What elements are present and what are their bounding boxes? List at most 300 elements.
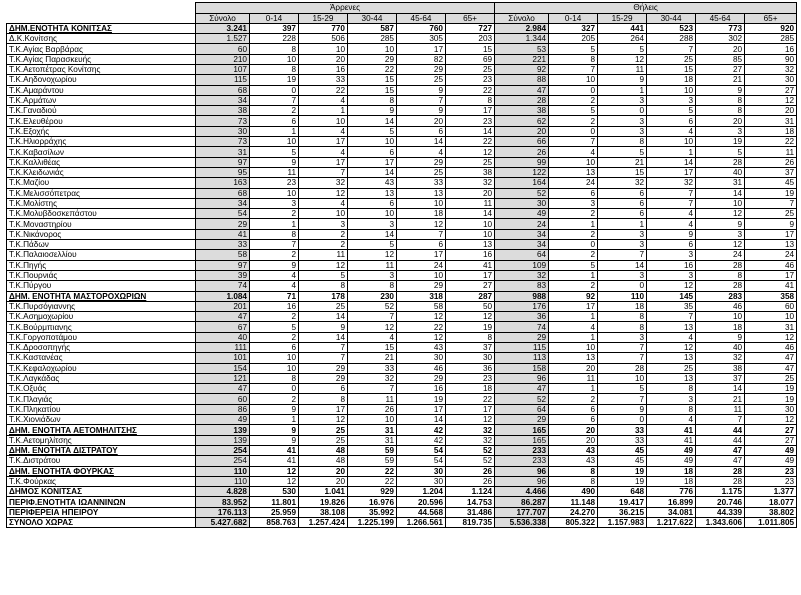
row-name-cell: ΔΗΜ. ΕΝΟΤΗΤΑ ΦΟΥΡΚΑΣ (7, 466, 196, 476)
table-row (7, 219, 797, 229)
female-value-cell: 302 (696, 34, 745, 44)
female-value-cell: 30 (495, 198, 549, 208)
male-value-cell: 15 (348, 343, 397, 353)
female-value-cell: 0 (598, 106, 647, 116)
male-value-cell: 201 (196, 301, 250, 311)
male-value-cell: 43 (397, 343, 446, 353)
male-value-cell: 107 (196, 64, 250, 74)
female-value-cell: 8 (598, 137, 647, 147)
male-value-cell: 41 (446, 260, 495, 270)
male-value-cell: 74 (196, 281, 250, 291)
male-value-cell: 19 (250, 75, 299, 85)
female-value-cell: 27 (745, 85, 797, 95)
male-value-cell: 10 (299, 44, 348, 54)
male-value-cell: 1.527 (196, 34, 250, 44)
male-value-cell: 5 (250, 147, 299, 157)
female-value-cell: 47 (696, 456, 745, 466)
female-value-cell: 49 (745, 445, 797, 455)
male-value-cell: 13 (348, 188, 397, 198)
male-value-cell: 12 (397, 332, 446, 342)
male-value-cell: 68 (196, 85, 250, 95)
female-value-cell: 5 (696, 147, 745, 157)
male-value-cell: 506 (299, 34, 348, 44)
female-value-cell: 49 (647, 456, 696, 466)
male-value-cell: 8 (250, 373, 299, 383)
row-name-cell: Τ.Κ.Μελισσόπετρας (7, 188, 196, 198)
female-value-cell: 7 (549, 64, 598, 74)
male-value-cell: 17 (397, 404, 446, 414)
male-value-cell: 54 (196, 209, 250, 219)
male-value-cell: 14 (299, 312, 348, 322)
male-value-cell: 35.992 (348, 507, 397, 517)
female-value-cell: 41 (745, 281, 797, 291)
female-value-cell: 38.802 (745, 507, 797, 517)
female-value-cell: 44 (696, 435, 745, 445)
male-value-cell: 6 (250, 343, 299, 353)
female-value-cell: 4 (549, 322, 598, 332)
male-value-cell: 25 (299, 301, 348, 311)
female-value-cell: 10 (549, 343, 598, 353)
male-value-cell: 9 (250, 404, 299, 414)
male-value-cell: 9 (299, 322, 348, 332)
row-name-cell: ΔΗΜ. ΕΝΟΤΗΤΑ ΑΕΤΟΜΗΛΙΤΣΗΣ (7, 425, 196, 435)
male-value-cell: 30 (196, 126, 250, 136)
female-value-cell: 177.707 (495, 507, 549, 517)
male-value-cell: 4 (299, 198, 348, 208)
female-value-cell: 18 (647, 75, 696, 85)
row-name-cell: Τ.Κ.Καστανέας (7, 353, 196, 363)
female-value-cell: 165 (495, 435, 549, 445)
row-name-cell: Τ.Κ.Οξυάς (7, 384, 196, 394)
female-value-cell: 3 (696, 229, 745, 239)
female-value-cell: 7 (647, 312, 696, 322)
female-value-cell: 7 (745, 198, 797, 208)
male-value-cell: 17 (299, 404, 348, 414)
male-value-cell: 0 (250, 384, 299, 394)
female-value-cell: 96 (495, 476, 549, 486)
male-value-cell: 203 (446, 34, 495, 44)
female-value-cell: 1 (598, 219, 647, 229)
female-value-cell: 7 (647, 198, 696, 208)
male-value-cell: 11 (348, 260, 397, 270)
male-value-cell: 0 (250, 85, 299, 95)
female-value-cell: 49 (495, 209, 549, 219)
table-row (7, 157, 797, 167)
male-value-cell: 3 (299, 219, 348, 229)
male-value-cell: 110 (196, 466, 250, 476)
male-value-cell: 17 (446, 404, 495, 414)
female-value-cell: 3 (696, 126, 745, 136)
table-row (7, 240, 797, 250)
female-value-cell: 2 (549, 229, 598, 239)
male-value-cell: 4 (299, 147, 348, 157)
male-value-cell: 17 (348, 157, 397, 167)
header-row-groups (7, 3, 797, 14)
male-value-cell: 26 (348, 404, 397, 414)
male-value-cell: 16 (250, 301, 299, 311)
male-value-cell: 10 (250, 188, 299, 198)
table-row (7, 229, 797, 239)
female-value-cell: 18 (598, 301, 647, 311)
male-value-cell: 52 (446, 445, 495, 455)
female-value-cell: 10 (745, 312, 797, 322)
female-value-cell: 283 (696, 291, 745, 301)
female-value-cell: 8 (549, 476, 598, 486)
female-value-cell: 4 (647, 219, 696, 229)
male-value-cell: 12 (299, 415, 348, 425)
row-name-cell: Τ.Κ.Ηλιορράχης (7, 137, 196, 147)
male-value-cell: 68 (196, 188, 250, 198)
female-value-cell: 7 (598, 394, 647, 404)
male-value-cell: 3.241 (196, 23, 250, 33)
female-value-cell: 28 (696, 466, 745, 476)
male-value-cell: 29 (397, 281, 446, 291)
female-value-cell: 32 (696, 353, 745, 363)
female-value-cell: 28 (696, 281, 745, 291)
female-value-cell: 2.984 (495, 23, 549, 33)
female-value-cell: 83 (495, 281, 549, 291)
female-value-cell: 17 (647, 167, 696, 177)
female-value-cell: 15 (647, 64, 696, 74)
female-value-cell: 27 (696, 64, 745, 74)
male-header-age-4: 45-64 (397, 13, 446, 23)
female-value-cell: 13 (745, 240, 797, 250)
female-value-cell: 8 (696, 106, 745, 116)
female-value-cell: 49 (745, 456, 797, 466)
male-value-cell: 82 (397, 54, 446, 64)
female-value-cell: 24 (495, 219, 549, 229)
male-value-cell: 11 (250, 167, 299, 177)
male-value-cell: 10 (397, 270, 446, 280)
male-value-cell: 25 (446, 64, 495, 74)
table-row (7, 384, 797, 394)
table-row (7, 178, 797, 188)
female-value-cell: 7 (647, 188, 696, 198)
female-value-cell: 8 (549, 54, 598, 64)
female-value-cell: 31 (696, 178, 745, 188)
row-name-cell: Τ.Κ.Δροσοπηγής (7, 343, 196, 353)
male-value-cell: 1.225.199 (348, 518, 397, 528)
female-value-cell: 3 (598, 229, 647, 239)
female-value-cell: 10 (696, 312, 745, 322)
female-value-cell: 22 (745, 137, 797, 147)
female-value-cell: 10 (696, 198, 745, 208)
female-value-cell: 85 (696, 54, 745, 64)
female-value-cell: 2 (549, 116, 598, 126)
female-value-cell: 36.215 (598, 507, 647, 517)
male-value-cell: 52 (446, 456, 495, 466)
female-value-cell: 31 (745, 322, 797, 332)
male-value-cell: 42 (397, 435, 446, 445)
row-name-cell: Τ.Κ.Αρμάτων (7, 95, 196, 105)
male-value-cell: 6 (299, 384, 348, 394)
female-value-cell: 23 (745, 466, 797, 476)
female-value-cell: 920 (745, 23, 797, 33)
female-value-cell: 5 (549, 106, 598, 116)
female-value-cell: 24.270 (549, 507, 598, 517)
female-value-cell: 19 (696, 137, 745, 147)
male-header-total: Σύνολο (196, 13, 250, 23)
female-value-cell: 5 (549, 44, 598, 54)
table-row (7, 518, 797, 528)
male-value-cell: 1.204 (397, 487, 446, 497)
female-value-cell: 46 (745, 343, 797, 353)
table-row (7, 23, 797, 33)
female-value-cell: 92 (549, 291, 598, 301)
female-value-cell: 1.343.606 (696, 518, 745, 528)
female-value-cell: 37 (745, 167, 797, 177)
male-value-cell: 8 (250, 44, 299, 54)
female-value-cell: 165 (495, 425, 549, 435)
male-value-cell: 12 (348, 322, 397, 332)
row-name-cell: Τ.Κ.Μολυβδοσκεπάστου (7, 209, 196, 219)
table-row (7, 75, 797, 85)
male-value-cell: 760 (397, 23, 446, 33)
male-value-cell: 12 (348, 250, 397, 260)
population-table (6, 2, 797, 528)
female-value-cell: 19 (598, 466, 647, 476)
male-value-cell: 14.753 (446, 497, 495, 507)
male-value-cell: 60 (196, 394, 250, 404)
table-row (7, 373, 797, 383)
row-name-cell: Τ.Κ.Καβασίλων (7, 147, 196, 157)
male-value-cell: 22 (299, 85, 348, 95)
female-value-cell: 4 (647, 415, 696, 425)
male-value-cell: 4 (299, 126, 348, 136)
male-value-cell: 23 (250, 178, 299, 188)
female-value-cell: 20 (549, 435, 598, 445)
female-value-cell: 31 (745, 116, 797, 126)
male-value-cell: 17 (299, 157, 348, 167)
male-value-cell: 29 (299, 373, 348, 383)
female-value-cell: 52 (495, 394, 549, 404)
female-value-cell: 490 (549, 487, 598, 497)
male-value-cell: 18 (397, 209, 446, 219)
male-value-cell: 97 (196, 260, 250, 270)
row-name-cell: ΠΕΡΙΦ.ΕΝΟΤΗΤΑ ΙΩΑΝΝΙΝΩΝ (7, 497, 196, 507)
row-name-cell: Τ.Κ.Ασημοχωρίου (7, 312, 196, 322)
male-value-cell: 40 (196, 332, 250, 342)
row-name-cell: Τ.Κ.Γοργοποτάμου (7, 332, 196, 342)
male-value-cell: 41 (250, 445, 299, 455)
male-value-cell: 12 (250, 466, 299, 476)
male-value-cell: 7 (299, 353, 348, 363)
male-value-cell: 858.763 (250, 518, 299, 528)
male-header-age-2: 15-29 (299, 13, 348, 23)
female-value-cell: 5 (598, 384, 647, 394)
male-value-cell: 16 (397, 384, 446, 394)
female-value-cell: 24 (745, 250, 797, 260)
female-value-cell: 17 (549, 301, 598, 311)
female-value-cell: 1 (549, 332, 598, 342)
female-value-cell: 23 (745, 476, 797, 486)
female-value-cell: 4 (647, 332, 696, 342)
male-value-cell: 139 (196, 425, 250, 435)
female-value-cell: 8 (696, 270, 745, 280)
male-value-cell: 15 (348, 75, 397, 85)
male-value-cell: 727 (446, 23, 495, 33)
male-value-cell: 10 (397, 198, 446, 208)
female-value-cell: 9 (696, 85, 745, 95)
female-value-cell: 18 (745, 126, 797, 136)
female-value-cell: 18.077 (745, 497, 797, 507)
male-value-cell: 15 (348, 85, 397, 95)
male-value-cell: 4 (250, 281, 299, 291)
male-value-cell: 6 (250, 116, 299, 126)
male-value-cell: 60 (196, 44, 250, 54)
row-name-cell: Τ.Κ.Αγίας Παρασκευής (7, 54, 196, 64)
female-value-cell: 233 (495, 456, 549, 466)
female-value-cell: 12 (647, 343, 696, 353)
male-value-cell: 29 (196, 219, 250, 229)
header-corner (7, 3, 196, 14)
male-value-cell: 14 (348, 167, 397, 177)
male-value-cell: 3 (250, 198, 299, 208)
male-value-cell: 41 (196, 229, 250, 239)
male-value-cell: 12 (446, 415, 495, 425)
table-row (7, 126, 797, 136)
male-value-cell: 1 (250, 415, 299, 425)
male-value-cell: 26 (446, 466, 495, 476)
male-value-cell: 254 (196, 456, 250, 466)
female-value-cell: 20 (549, 363, 598, 373)
female-value-cell: 7 (598, 353, 647, 363)
male-value-cell: 73 (196, 116, 250, 126)
table-row (7, 404, 797, 414)
male-value-cell: 33 (397, 178, 446, 188)
male-value-cell: 22 (446, 137, 495, 147)
female-value-cell: 86.287 (495, 497, 549, 507)
male-value-cell: 2 (299, 240, 348, 250)
male-value-cell: 530 (250, 487, 299, 497)
row-name-cell: Τ.Κ.Κεφαλοχωρίου (7, 363, 196, 373)
female-value-cell: 12 (598, 54, 647, 64)
female-value-cell: 441 (598, 23, 647, 33)
female-value-cell: 26 (495, 147, 549, 157)
female-value-cell: 11 (745, 147, 797, 157)
male-value-cell: 17 (299, 137, 348, 147)
female-value-cell: 6 (647, 240, 696, 250)
male-value-cell: 6 (397, 126, 446, 136)
row-name-cell: Τ.Κ.Χιονιάδων (7, 415, 196, 425)
female-value-cell: 96 (495, 466, 549, 476)
male-value-cell: 13 (397, 188, 446, 198)
male-value-cell: 929 (348, 487, 397, 497)
female-value-cell: 2 (549, 209, 598, 219)
female-value-cell: 13 (647, 322, 696, 332)
male-value-cell: 14 (446, 126, 495, 136)
female-value-cell: 10 (598, 373, 647, 383)
female-value-cell: 110 (598, 291, 647, 301)
female-value-cell: 13 (549, 353, 598, 363)
female-header-age-4: 45-64 (696, 13, 745, 23)
table-row (7, 445, 797, 455)
female-value-cell: 5 (598, 147, 647, 157)
male-value-cell: 25 (299, 425, 348, 435)
table-row (7, 209, 797, 219)
female-value-cell: 19 (598, 476, 647, 486)
male-value-cell: 44.568 (397, 507, 446, 517)
male-value-cell: 8 (446, 95, 495, 105)
female-value-cell: 6 (549, 188, 598, 198)
male-value-cell: 25 (446, 157, 495, 167)
male-value-cell: 1.041 (299, 487, 348, 497)
male-value-cell: 6 (348, 198, 397, 208)
row-name-cell: Τ.Κ.Ελευθέρου (7, 116, 196, 126)
table-row (7, 425, 797, 435)
male-value-cell: 31 (348, 425, 397, 435)
table-row (7, 466, 797, 476)
male-value-cell: 9 (250, 435, 299, 445)
male-value-cell: 29 (397, 373, 446, 383)
male-value-cell: 12 (299, 188, 348, 198)
male-value-cell: 1 (250, 126, 299, 136)
female-value-cell: 28 (696, 260, 745, 270)
male-value-cell: 52 (348, 301, 397, 311)
female-value-cell: 26 (745, 157, 797, 167)
male-value-cell: 10 (348, 137, 397, 147)
male-value-cell: 9 (250, 425, 299, 435)
female-value-cell: 3 (598, 240, 647, 250)
row-name-cell: Τ.Κ.Γαναδιού (7, 106, 196, 116)
female-value-cell: 28 (696, 476, 745, 486)
female-value-cell: 4 (549, 147, 598, 157)
male-value-cell: 21 (348, 353, 397, 363)
row-name-cell: ΣΥΝΟΛΟ ΧΩΡΑΣ (7, 518, 196, 528)
female-value-cell: 0 (549, 240, 598, 250)
female-value-cell: 20 (745, 106, 797, 116)
row-name-cell: ΔΗΜΟΣ ΚΟΝΙΤΣΑΣ (7, 487, 196, 497)
female-value-cell: 5 (549, 260, 598, 270)
female-value-cell: 0 (598, 415, 647, 425)
row-name-cell: Τ.Κ.Νικάνορος (7, 229, 196, 239)
male-value-cell: 17 (446, 106, 495, 116)
female-value-cell: 776 (647, 487, 696, 497)
male-value-cell: 27 (446, 281, 495, 291)
male-value-cell: 23 (446, 75, 495, 85)
male-value-cell: 20 (299, 476, 348, 486)
female-value-cell: 1.175 (696, 487, 745, 497)
male-value-cell: 69 (446, 54, 495, 64)
row-name-cell: Τ.Κ.Βούρμπιανης (7, 322, 196, 332)
female-value-cell: 122 (495, 167, 549, 177)
male-value-cell: 29 (397, 157, 446, 167)
male-value-cell: 42 (397, 425, 446, 435)
female-value-cell: 62 (495, 116, 549, 126)
male-value-cell: 115 (196, 75, 250, 85)
male-value-cell: 22 (446, 394, 495, 404)
male-value-cell: 58 (196, 250, 250, 260)
male-value-cell: 819.735 (446, 518, 495, 528)
male-value-cell: 4 (348, 332, 397, 342)
male-value-cell: 25 (397, 167, 446, 177)
row-name-cell: ΔΗΜ. ΕΝΟΤΗΤΑ ΜΑΣΤΟΡΟΧΩΡΙΩΝ (7, 291, 196, 301)
male-value-cell: 16 (446, 250, 495, 260)
female-value-cell: 11 (696, 404, 745, 414)
header-female-group: Θήλεις (495, 3, 797, 14)
row-name-cell: Τ.Κ.Εξοχής (7, 126, 196, 136)
female-value-cell: 10 (647, 137, 696, 147)
male-value-cell: 285 (348, 34, 397, 44)
female-value-cell: 40 (696, 343, 745, 353)
female-value-cell: 1.377 (745, 487, 797, 497)
male-value-cell: 37 (446, 343, 495, 353)
male-value-cell: 34 (196, 198, 250, 208)
row-name-cell: Τ.Κ.Πύργου (7, 281, 196, 291)
female-value-cell: 14 (647, 157, 696, 167)
female-value-cell: 648 (598, 487, 647, 497)
female-value-cell: 21 (598, 157, 647, 167)
